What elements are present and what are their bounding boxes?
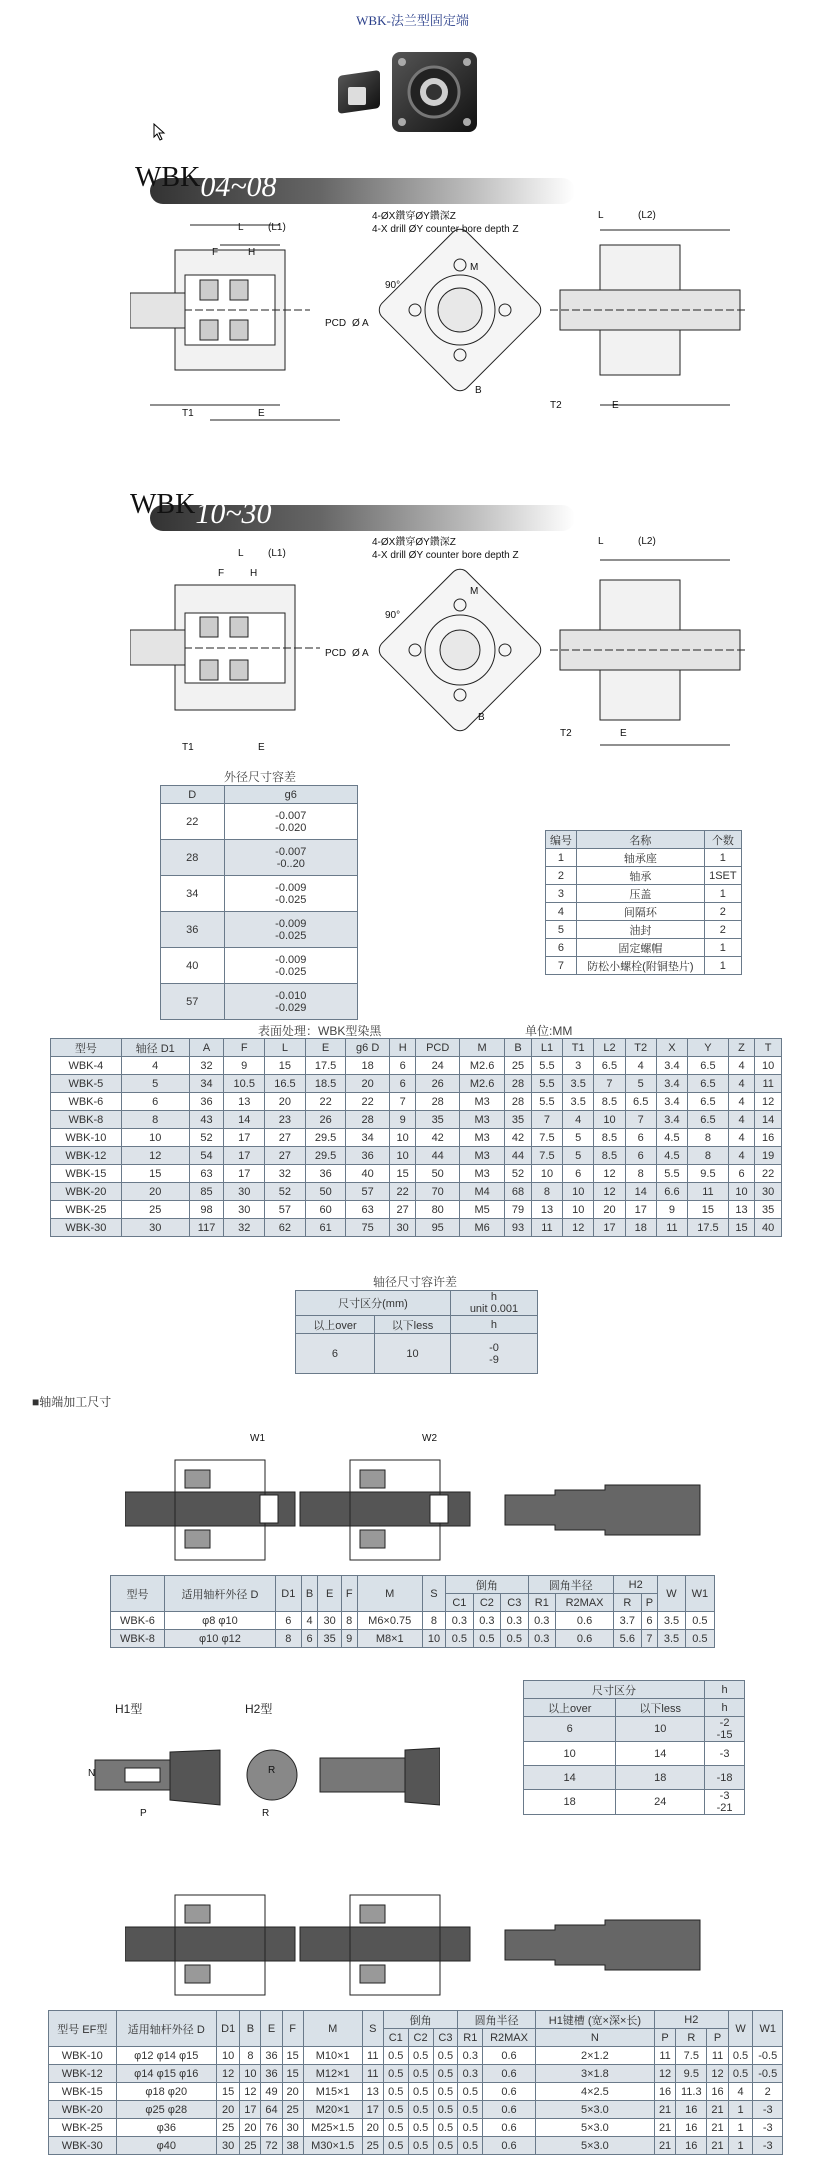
table-row: WBK-8 φ10 φ12 8 6 35 9 M8×1 10 0.5 0.5 0.5 0.3 0.6 5.6 7 3.5 0.5 (111, 1630, 715, 1648)
table-row: 6 固定螺帽 1 (546, 939, 742, 957)
shaft-table-4 (48, 2010, 783, 2155)
label-R-1: R (268, 1765, 276, 1776)
table-row: WBK-12 12 54 17 27 29.5 36 10 44 M3 44 7.5 5 8.5 6 4.5 8 4 19 (51, 1147, 782, 1165)
dim-L1-2: (L1) (268, 548, 286, 559)
label-R-2: R (262, 1808, 270, 1819)
table-row: 4 间隔环 2 (546, 903, 742, 921)
subheader-row: 以上over 以下less h (524, 1699, 745, 1717)
dim-F-1: F (212, 247, 219, 258)
dim-A-2: Ø A (352, 648, 369, 659)
table-row: WBK-30 30 117 32 62 61 75 30 95 M6 93 11 12 17 18 11 17.5 15 40 (51, 1219, 782, 1237)
table-row: WBK-10 φ12 φ14 φ15 10 8 36 15 M10×1 11 0.5 0.5 0.5 0.3 0.6 2×1.2 11 7.5 11 0.5 -0.5 (49, 2047, 783, 2065)
dim-L-1: L (238, 222, 244, 233)
dim-T1-1: T1 (182, 408, 194, 419)
label-P: P (140, 1808, 147, 1819)
subheader-row: C1 C2 C3 R1 R2MAX N P R P (49, 2029, 783, 2047)
dim-A-1: Ø A (352, 318, 369, 329)
front-view (375, 225, 545, 395)
mouse-cursor-icon (153, 123, 167, 141)
h-type-diagrams (80, 1720, 440, 1820)
table-row: WBK-12 φ14 φ15 φ16 12 10 36 15 M12×1 11 0.5 0.5 0.5 0.3 0.6 3×1.8 12 9.5 12 0.5 -0.5 (49, 2065, 783, 2083)
parts-table: 编号 名称 个数 1 轴承座 1 2 轴承 1SET 3 压盖 1 4 间隔环 2 5 油封 2 6 固定螺帽 1 7 防松小螺栓(附铜垫片) 1 (545, 830, 742, 975)
shaft-tol-caption: 轴径尺寸容许差 (372, 1275, 457, 1289)
dim-B-2: B (478, 712, 485, 723)
dim-L1-1: (L1) (268, 222, 286, 233)
dim-L2-1: (L2) (638, 210, 656, 221)
table-row: WBK-15 φ18 φ20 15 12 49 20 M15×1 13 0.5 0.5 0.5 0.5 0.6 4×2.5 16 11.3 16 4 2 (49, 2083, 783, 2101)
dim-T2-2: T2 (560, 728, 572, 739)
diagram-wbk04-08 (130, 205, 750, 435)
dim-H-1: H (248, 247, 256, 258)
dim-PCD-2: PCD (325, 648, 347, 659)
surface-note: 表面处理：WBK型染黑 (258, 1024, 382, 1038)
dim-L-end-1: L (598, 210, 604, 221)
od-tolerance-table: D g6 22 -0.007 -0.020 28 -0.007 -0..20 34 -0.009 -0.025 36 -0.009 -0.025 40 -0.009 -0.025 57 -0.010 -0.029 (160, 785, 358, 1020)
dim-E-end-1: E (612, 400, 619, 411)
table-row: 28 -0.007 -0..20 (161, 840, 358, 876)
table-row: WBK-6 6 36 13 20 22 22 7 28 M3 28 5.5 3.5 8.5 6.5 3.4 6.5 4 12 (51, 1093, 782, 1111)
dim-E-1: E (258, 408, 265, 419)
shaft-tol-table: 尺寸区分(mm) h unit 0.001 以上over 以下less h 6 10 -0 -9 (295, 1290, 538, 1374)
table-row: WBK-6 φ8 φ10 6 4 30 8 M6×0.75 8 0.3 0.3 0.3 0.3 0.6 3.7 6 3.5 0.5 (111, 1612, 715, 1630)
table-row: 1 轴承座 1 (546, 849, 742, 867)
table-row: WBK-10 10 52 17 27 29.5 34 10 42 M3 42 7.5 5 8.5 6 4.5 8 4 16 (51, 1129, 782, 1147)
page-title: WBK-法兰型固定端 (356, 13, 469, 28)
dim-L-end-2: L (598, 536, 604, 547)
table-row: WBK-20 φ25 φ28 20 17 64 25 M20×1 17 0.5 0.5 0.5 0.5 0.6 5×3.0 21 16 21 1 -3 (49, 2101, 783, 2119)
table-row: 7 防松小螺栓(附铜垫片) 1 (546, 957, 742, 975)
dim-L2-2: (L2) (638, 536, 656, 547)
side-view (130, 225, 340, 420)
dim-L-2: L (238, 548, 244, 559)
header-row: 型号 适用轴杆外径 D D1 B E F M S 倒角 圆角半径 H2 W W1 (111, 1576, 715, 1594)
dim-M-2: M (470, 586, 479, 597)
dim-T1-2: T1 (182, 742, 194, 753)
shaft-tol-table-2 (523, 1680, 745, 1815)
shaft-section-title: ■轴端加工尺寸 (32, 1395, 112, 1409)
table-row: 14 18 -18 (524, 1766, 745, 1790)
table-row: 5 油封 2 (546, 921, 742, 939)
od-tolerance-caption: 外径尺寸容差 (223, 770, 296, 784)
section2-heading: WBK10~30 (130, 489, 272, 530)
shaft-table-2 (110, 1575, 715, 1648)
dim-B-1: B (475, 385, 482, 396)
header-row: 尺寸区分 h (524, 1681, 745, 1699)
drill-note-1: 4-ØX鑽穿ØY鑽深Z 4-X drill ØY counter bore depth Z (372, 211, 519, 235)
table-row: WBK-4 4 32 9 15 17.5 18 6 24 M2.6 25 5.5 3 6.5 4 3.4 6.5 4 10 (51, 1057, 782, 1075)
h2-type-label: H2型 (245, 1702, 273, 1716)
table-row: 10 14 -3 (524, 1742, 745, 1766)
section1-heading: WBK04~08 (135, 162, 277, 203)
table-row: WBK-8 8 43 14 23 26 28 9 35 M3 35 7 4 10 7 3.4 6.5 4 14 (51, 1111, 782, 1129)
shaft-w2-label: W2 (422, 1433, 437, 1444)
table-row: WBK-30 φ40 30 25 72 38 M30×1.5 25 0.5 0.5 0.5 0.5 0.6 5×3.0 21 16 21 1 -3 (49, 2137, 783, 2155)
dim-PCD-1: PCD (325, 318, 347, 329)
dim-E-end-2: E (620, 728, 627, 739)
dim-E-2: E (258, 742, 265, 753)
drill-note-2: 4-ØX鑽穿ØY鑽深Z 4-X drill ØY counter bore depth Z (372, 537, 519, 561)
table-row: 18 24 -3 -21 (524, 1790, 745, 1815)
shaft-diagram-1 (125, 1430, 735, 1570)
dim-F-2: F (218, 568, 225, 579)
shaft-w1-label: W1 (250, 1433, 265, 1444)
header-row: 型号 EF型 适用轴杆外径 D D1 B E F M S 倒角 圆角半径 H1键槽 (宽×深×长) H2 W W1 (49, 2011, 783, 2029)
product-photo (330, 32, 495, 142)
unit-note: 单位:MM (525, 1024, 573, 1038)
table-row: 57 -0.010 -0.029 (161, 984, 358, 1020)
table-row: WBK-20 20 85 30 52 50 57 22 70 M4 68 8 10 12 14 6.6 11 10 30 (51, 1183, 782, 1201)
dim-M-1: M (470, 262, 479, 273)
header-row: 型号 轴径 D1 A F L E g6 D H PCD M B L1 T1 L2 T2 X Y Z T (51, 1039, 782, 1057)
table-row: WBK-25 25 98 30 57 60 63 27 80 M5 79 13 10 20 17 9 15 13 35 (51, 1201, 782, 1219)
h1-type-label: H1型 (115, 1702, 143, 1716)
subheader-row: C1 C2 C3 R1 R2MAX R P (111, 1594, 715, 1612)
dim-90-1: 90° (385, 280, 401, 291)
dim-90-2: 90° (385, 610, 401, 621)
table-row: 2 轴承 1SET (546, 867, 742, 885)
table-row: WBK-25 φ36 25 20 76 30 M25×1.5 20 0.5 0.5 0.5 0.5 0.6 5×3.0 21 16 21 1 -3 (49, 2119, 783, 2137)
dim-H-2: H (250, 568, 258, 579)
table-row: WBK-5 5 34 10.5 16.5 18.5 20 6 26 M2.6 28 5.5 3.5 7 5 3.4 6.5 4 11 (51, 1075, 782, 1093)
main-spec-table (50, 1038, 782, 1237)
label-N: N (88, 1768, 96, 1779)
table-row: 3 压盖 1 (546, 885, 742, 903)
table-row: 6 10 -2 -15 (524, 1717, 745, 1742)
table-row: 22 -0.007 -0.020 (161, 804, 358, 840)
table-row: 40 -0.009 -0.025 (161, 948, 358, 984)
table-row: 36 -0.009 -0.025 (161, 912, 358, 948)
table-row: 34 -0.009 -0.025 (161, 876, 358, 912)
table-row: WBK-15 15 63 17 32 36 40 15 50 M3 52 10 6 12 8 5.5 9.5 6 22 (51, 1165, 782, 1183)
shaft-diagram-2 (125, 1865, 735, 2005)
end-view (550, 230, 745, 405)
dim-T2-1: T2 (550, 400, 562, 411)
